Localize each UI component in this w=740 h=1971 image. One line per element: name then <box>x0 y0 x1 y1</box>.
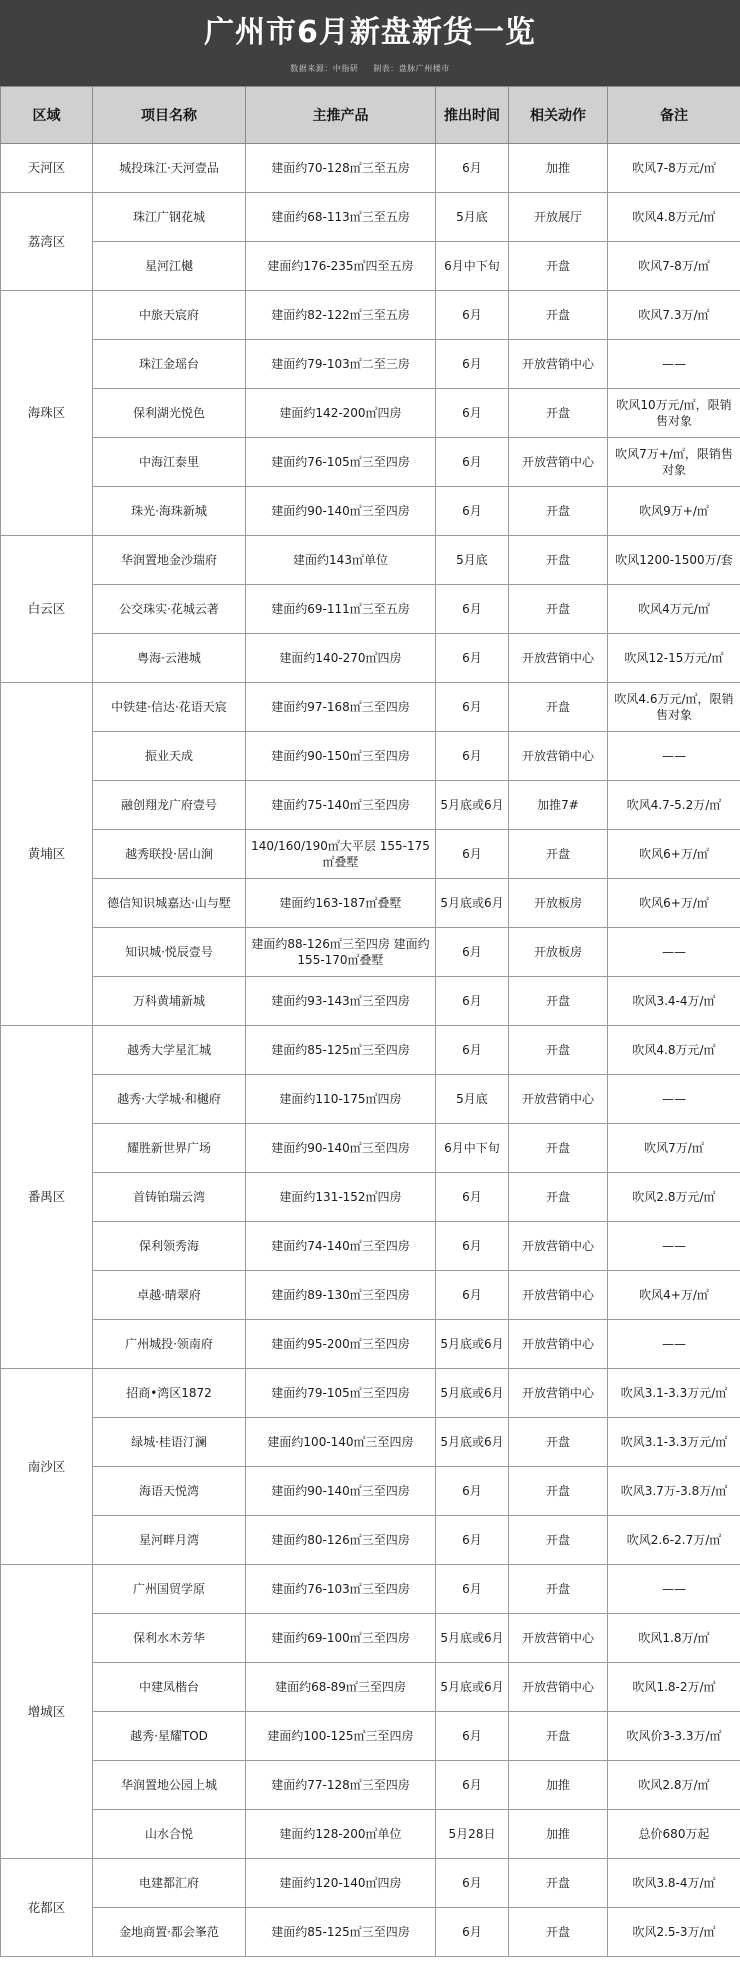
table-row <box>1 1712 740 1761</box>
main-product-cell: 建面约131-152㎡四房 <box>246 1173 436 1222</box>
launch-time-cell: 6月 <box>436 291 509 340</box>
launch-time-cell: 6月 <box>436 830 509 879</box>
main-product-cell: 建面约69-100㎡三至四房 <box>246 1614 436 1663</box>
main-product-cell: 建面约68-89㎡三至四房 <box>246 1663 436 1712</box>
main-product-cell: 建面约120-140㎡四房 <box>246 1859 436 1908</box>
main-product-cell: 建面约85-125㎡三至四房 <box>246 1026 436 1075</box>
district-cell: 荔湾区 <box>1 193 93 291</box>
project-name-cell: 知识城·悦辰壹号 <box>93 928 246 977</box>
notes-cell: 吹风3.7万-3.8万/㎡ <box>608 1467 740 1516</box>
main-product-cell: 建面约82-122㎡三至五房 <box>246 291 436 340</box>
project-name-cell: 中旅天宸府 <box>93 291 246 340</box>
launch-time-cell: 6月 <box>436 1908 509 1957</box>
notes-cell: —— <box>608 1565 740 1614</box>
main-product-cell: 建面约80-126㎡三至四房 <box>246 1516 436 1565</box>
header-action: 相关动作 <box>509 87 608 144</box>
action-cell: 开盘 <box>509 487 608 536</box>
main-product-cell: 建面约95-200㎡三至四房 <box>246 1320 436 1369</box>
action-cell: 开盘 <box>509 1418 608 1467</box>
project-name-cell: 广州城投·领南府 <box>93 1320 246 1369</box>
action-cell: 开放营销中心 <box>509 1320 608 1369</box>
project-name-cell: 粤海·云港城 <box>93 634 246 683</box>
table-row <box>1 1026 740 1075</box>
action-cell: 开放营销中心 <box>509 1663 608 1712</box>
launch-time-cell: 6月 <box>436 389 509 438</box>
action-cell: 开盘 <box>509 830 608 879</box>
action-cell: 开盘 <box>509 1173 608 1222</box>
page-header <box>0 0 740 86</box>
notes-cell: 吹风1.8万/㎡ <box>608 1614 740 1663</box>
launch-time-cell: 5月底 <box>436 1075 509 1124</box>
launch-time-cell: 5月底或6月 <box>436 879 509 928</box>
district-cell: 天河区 <box>1 144 93 193</box>
project-name-cell: 中铁建·信达·花语天宸 <box>93 683 246 732</box>
launch-time-cell: 5月底 <box>436 193 509 242</box>
project-name-cell: 广州国贸学原 <box>93 1565 246 1614</box>
action-cell: 加推 <box>509 1810 608 1859</box>
main-product-cell: 建面约90-140㎡三至四房 <box>246 1467 436 1516</box>
page-title: 广州市6月新盘新货一览 <box>204 14 536 50</box>
project-name-cell: 耀胜新世界广场 <box>93 1124 246 1173</box>
notes-cell: 吹风6+万/㎡ <box>608 830 740 879</box>
launch-time-cell: 6月 <box>436 1026 509 1075</box>
action-cell: 加推 <box>509 144 608 193</box>
action-cell: 开盘 <box>509 585 608 634</box>
action-cell: 开放营销中心 <box>509 634 608 683</box>
header-launch-time: 推出时间 <box>436 87 509 144</box>
project-name-cell: 海语天悦湾 <box>93 1467 246 1516</box>
main-product-cell: 建面约100-140㎡三至四房 <box>246 1418 436 1467</box>
project-name-cell: 越秀·星耀TOD <box>93 1712 246 1761</box>
table-row <box>1 1173 740 1222</box>
main-product-cell: 建面约74-140㎡三至四房 <box>246 1222 436 1271</box>
notes-cell: 吹风3.8-4万/㎡ <box>608 1859 740 1908</box>
notes-cell: —— <box>608 732 740 781</box>
notes-cell: 吹风4万元/㎡ <box>608 585 740 634</box>
launch-time-cell: 6月 <box>436 585 509 634</box>
table-row <box>1 487 740 536</box>
notes-cell: 吹风7-8万元/㎡ <box>608 144 740 193</box>
table-row <box>1 634 740 683</box>
main-product-cell: 建面约128-200㎡单位 <box>246 1810 436 1859</box>
action-cell: 开盘 <box>509 1859 608 1908</box>
table-row <box>1 291 740 340</box>
project-name-cell: 保利领秀海 <box>93 1222 246 1271</box>
table-row <box>1 1859 740 1908</box>
table-body <box>1 144 740 1957</box>
notes-cell: 吹风1.8-2万/㎡ <box>608 1663 740 1712</box>
main-product-cell: 建面约142-200㎡四房 <box>246 389 436 438</box>
launch-time-cell: 6月 <box>436 1467 509 1516</box>
table-row <box>1 1369 740 1418</box>
notes-cell: 吹风4.6万元/㎡，限销售对象 <box>608 683 740 732</box>
project-name-cell: 电建都汇府 <box>93 1859 246 1908</box>
notes-cell: 吹风4.8万元/㎡ <box>608 193 740 242</box>
action-cell: 开放营销中心 <box>509 732 608 781</box>
main-product-cell: 建面约89-130㎡三至四房 <box>246 1271 436 1320</box>
project-name-cell: 招商•湾区1872 <box>93 1369 246 1418</box>
table-row <box>1 1565 740 1614</box>
launch-time-cell: 6月 <box>436 144 509 193</box>
launch-time-cell: 6月 <box>436 1761 509 1810</box>
action-cell: 开放营销中心 <box>509 1369 608 1418</box>
launch-time-cell: 6月 <box>436 1859 509 1908</box>
action-cell: 加推7# <box>509 781 608 830</box>
main-product-cell: 建面约68-113㎡三至五房 <box>246 193 436 242</box>
notes-cell: 吹风7-8万/㎡ <box>608 242 740 291</box>
action-cell: 开盘 <box>509 1516 608 1565</box>
notes-cell: 吹风4.8万元/㎡ <box>608 1026 740 1075</box>
project-name-cell: 星河江樾 <box>93 242 246 291</box>
table-row <box>1 144 740 193</box>
launch-time-cell: 6月 <box>436 487 509 536</box>
notes-cell: 总价680万起 <box>608 1810 740 1859</box>
notes-cell: —— <box>608 1222 740 1271</box>
notes-cell: —— <box>608 1075 740 1124</box>
notes-cell: 吹风2.5-3万/㎡ <box>608 1908 740 1957</box>
main-product-cell: 建面约88-126㎡三至四房 建面约155-170㎡叠墅 <box>246 928 436 977</box>
table-row <box>1 1908 740 1957</box>
action-cell: 开放营销中心 <box>509 438 608 487</box>
main-product-cell: 140/160/190㎡大平层 155-175㎡叠墅 <box>246 830 436 879</box>
notes-cell: 吹风1200-1500万/套 <box>608 536 740 585</box>
project-name-cell: 金地商置·都会峯范 <box>93 1908 246 1957</box>
main-product-cell: 建面约90-140㎡三至四房 <box>246 1124 436 1173</box>
main-product-cell: 建面约143㎡单位 <box>246 536 436 585</box>
notes-cell: —— <box>608 1320 740 1369</box>
notes-cell: 吹风9万+/㎡ <box>608 487 740 536</box>
project-name-cell: 城投珠江·天河壹品 <box>93 144 246 193</box>
project-name-cell: 越秀大学星汇城 <box>93 1026 246 1075</box>
action-cell: 开放营销中心 <box>509 340 608 389</box>
project-name-cell: 绿城·桂语汀澜 <box>93 1418 246 1467</box>
action-cell: 开盘 <box>509 242 608 291</box>
table-row <box>1 1124 740 1173</box>
action-cell: 加推 <box>509 1761 608 1810</box>
launch-time-cell: 5月底或6月 <box>436 1320 509 1369</box>
launch-time-cell: 6月 <box>436 977 509 1026</box>
table-row <box>1 389 740 438</box>
notes-cell: 吹风2.8万/㎡ <box>608 1761 740 1810</box>
table-row <box>1 977 740 1026</box>
notes-cell: 吹风12-15万元/㎡ <box>608 634 740 683</box>
notes-cell: 吹风6+万/㎡ <box>608 879 740 928</box>
main-product-cell: 建面约97-168㎡三至四房 <box>246 683 436 732</box>
launch-time-cell: 5月底或6月 <box>436 1418 509 1467</box>
main-product-cell: 建面约90-150㎡三至四房 <box>246 732 436 781</box>
producer-text: 制表：盘脉广州楼市 <box>373 63 450 73</box>
action-cell: 开盘 <box>509 389 608 438</box>
notes-cell: 吹风3.1-3.3万元/㎡ <box>608 1369 740 1418</box>
table-row <box>1 536 740 585</box>
main-product-cell: 建面约85-125㎡三至四房 <box>246 1908 436 1957</box>
notes-cell: 吹风4+万/㎡ <box>608 1271 740 1320</box>
launch-time-cell: 6月 <box>436 340 509 389</box>
header-main-product: 主推产品 <box>246 87 436 144</box>
launch-time-cell: 5月底或6月 <box>436 781 509 830</box>
table-row <box>1 193 740 242</box>
main-product-cell: 建面约100-125㎡三至四房 <box>246 1712 436 1761</box>
district-cell: 黄埔区 <box>1 683 93 1026</box>
notes-cell: —— <box>608 928 740 977</box>
table-row <box>1 928 740 977</box>
launch-time-cell: 5月底或6月 <box>436 1369 509 1418</box>
launch-time-cell: 6月 <box>436 438 509 487</box>
project-name-cell: 公交珠实·花城云著 <box>93 585 246 634</box>
table-row <box>1 242 740 291</box>
notes-cell: 吹风3.4-4万/㎡ <box>608 977 740 1026</box>
district-cell: 番禺区 <box>1 1026 93 1369</box>
launch-time-cell: 5月28日 <box>436 1810 509 1859</box>
launch-time-cell: 5月底或6月 <box>436 1663 509 1712</box>
table-row <box>1 683 740 732</box>
project-name-cell: 星河畔月湾 <box>93 1516 246 1565</box>
action-cell: 开放营销中心 <box>509 1075 608 1124</box>
table-row <box>1 340 740 389</box>
launch-time-cell: 6月 <box>436 634 509 683</box>
main-product-cell: 建面约110-175㎡四房 <box>246 1075 436 1124</box>
project-name-cell: 珠江广钢花城 <box>93 193 246 242</box>
project-name-cell: 中海江泰里 <box>93 438 246 487</box>
main-product-cell: 建面约163-187㎡叠墅 <box>246 879 436 928</box>
project-name-cell: 振业天成 <box>93 732 246 781</box>
project-name-cell: 首铸铂瑞云湾 <box>93 1173 246 1222</box>
action-cell: 开盘 <box>509 1712 608 1761</box>
data-source-text: 数据来源：中指研 <box>290 63 359 73</box>
district-cell: 南沙区 <box>1 1369 93 1565</box>
main-product-cell: 建面约75-140㎡三至四房 <box>246 781 436 830</box>
table-row <box>1 585 740 634</box>
project-name-cell: 珠光·海珠新城 <box>93 487 246 536</box>
table-row <box>1 438 740 487</box>
main-product-cell: 建面约77-128㎡三至四房 <box>246 1761 436 1810</box>
action-cell: 开盘 <box>509 536 608 585</box>
project-name-cell: 华润置地公园上城 <box>93 1761 246 1810</box>
table-row <box>1 1271 740 1320</box>
notes-cell: 吹风价3-3.3万/㎡ <box>608 1712 740 1761</box>
header-project-name: 项目名称 <box>93 87 246 144</box>
table-row <box>1 1663 740 1712</box>
table-row <box>1 879 740 928</box>
notes-cell: 吹风7万+/㎡，限销售对象 <box>608 438 740 487</box>
project-name-cell: 越秀·大学城·和樾府 <box>93 1075 246 1124</box>
table-row <box>1 1467 740 1516</box>
main-product-cell: 建面约69-111㎡三至五房 <box>246 585 436 634</box>
table-row <box>1 1761 740 1810</box>
action-cell: 开盘 <box>509 1467 608 1516</box>
main-product-cell: 建面约70-128㎡三至五房 <box>246 144 436 193</box>
notes-cell: 吹风4.7-5.2万/㎡ <box>608 781 740 830</box>
source-line <box>284 63 456 74</box>
launch-time-cell: 6月 <box>436 928 509 977</box>
district-cell: 花都区 <box>1 1859 93 1957</box>
project-name-cell: 越秀联投·居山涧 <box>93 830 246 879</box>
main-product-cell: 建面约79-105㎡三至四房 <box>246 1369 436 1418</box>
project-name-cell: 万科黄埔新城 <box>93 977 246 1026</box>
project-name-cell: 卓越·晴翠府 <box>93 1271 246 1320</box>
main-product-cell: 建面约76-105㎡三至四房 <box>246 438 436 487</box>
launch-time-cell: 6月 <box>436 683 509 732</box>
main-product-cell: 建面约90-140㎡三至四房 <box>246 487 436 536</box>
action-cell: 开盘 <box>509 683 608 732</box>
header-district: 区域 <box>1 87 93 144</box>
new-projects-table <box>0 86 740 1957</box>
launch-time-cell: 6月 <box>436 1173 509 1222</box>
table-row <box>1 1810 740 1859</box>
main-product-cell: 建面约140-270㎡四房 <box>246 634 436 683</box>
table-row <box>1 1516 740 1565</box>
main-product-cell: 建面约79-103㎡二至三房 <box>246 340 436 389</box>
district-cell: 白云区 <box>1 536 93 683</box>
main-product-cell: 建面约76-103㎡三至四房 <box>246 1565 436 1614</box>
action-cell: 开放展厅 <box>509 193 608 242</box>
table-row <box>1 1418 740 1467</box>
notes-cell: 吹风2.8万元/㎡ <box>608 1173 740 1222</box>
launch-time-cell: 6月 <box>436 1516 509 1565</box>
notes-cell: 吹风7.3万/㎡ <box>608 291 740 340</box>
launch-time-cell: 5月底或6月 <box>436 1614 509 1663</box>
launch-time-cell: 6月 <box>436 1712 509 1761</box>
action-cell: 开盘 <box>509 977 608 1026</box>
table-row <box>1 732 740 781</box>
launch-time-cell: 6月 <box>436 1271 509 1320</box>
table-row <box>1 1222 740 1271</box>
header-notes: 备注 <box>608 87 740 144</box>
launch-time-cell: 6月 <box>436 1565 509 1614</box>
project-name-cell: 德信知识城嘉达·山与墅 <box>93 879 246 928</box>
action-cell: 开放营销中心 <box>509 1222 608 1271</box>
launch-time-cell: 6月中下旬 <box>436 242 509 291</box>
table-row <box>1 1614 740 1663</box>
action-cell: 开盘 <box>509 1026 608 1075</box>
action-cell: 开盘 <box>509 1124 608 1173</box>
launch-time-cell: 6月 <box>436 732 509 781</box>
notes-cell: 吹风3.1-3.3万元/㎡ <box>608 1418 740 1467</box>
table-row <box>1 1075 740 1124</box>
notes-cell: 吹风10万元/㎡，限销售对象 <box>608 389 740 438</box>
notes-cell: 吹风7万/㎡ <box>608 1124 740 1173</box>
district-cell: 海珠区 <box>1 291 93 536</box>
action-cell: 开盘 <box>509 291 608 340</box>
action-cell: 开放营销中心 <box>509 1271 608 1320</box>
project-name-cell: 珠江金瑶台 <box>93 340 246 389</box>
project-name-cell: 融创翔龙广府壹号 <box>93 781 246 830</box>
project-name-cell: 保利湖光悦色 <box>93 389 246 438</box>
project-name-cell: 中建凤楷台 <box>93 1663 246 1712</box>
notes-cell: 吹风2.6-2.7万/㎡ <box>608 1516 740 1565</box>
project-name-cell: 山水合悦 <box>93 1810 246 1859</box>
project-name-cell: 保利水木芳华 <box>93 1614 246 1663</box>
table-row <box>1 1320 740 1369</box>
launch-time-cell: 6月中下旬 <box>436 1124 509 1173</box>
district-cell: 增城区 <box>1 1565 93 1859</box>
launch-time-cell: 6月 <box>436 1222 509 1271</box>
action-cell: 开放营销中心 <box>509 1614 608 1663</box>
action-cell: 开放板房 <box>509 879 608 928</box>
launch-time-cell: 5月底 <box>436 536 509 585</box>
action-cell: 开盘 <box>509 1908 608 1957</box>
notes-cell: —— <box>608 340 740 389</box>
table-row <box>1 830 740 879</box>
action-cell: 开盘 <box>509 1565 608 1614</box>
project-name-cell: 华润置地金沙瑞府 <box>93 536 246 585</box>
action-cell: 开放板房 <box>509 928 608 977</box>
table-row <box>1 781 740 830</box>
table-header-row <box>1 87 740 144</box>
main-product-cell: 建面约93-143㎡三至四房 <box>246 977 436 1026</box>
main-product-cell: 建面约176-235㎡四至五房 <box>246 242 436 291</box>
